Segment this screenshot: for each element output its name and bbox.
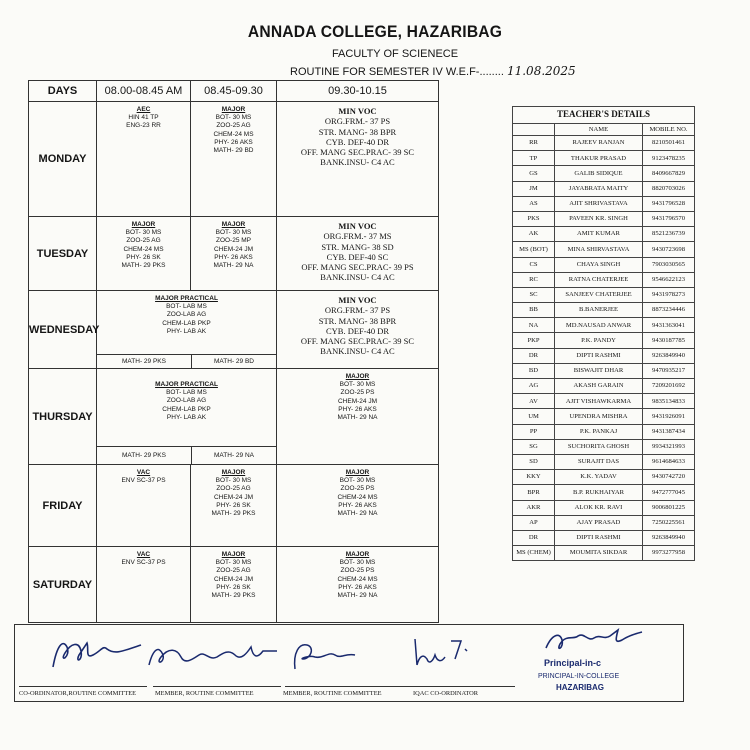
slot-entry: ORG.FRM.- 37 PS (324, 305, 391, 316)
member1-sign-line (153, 686, 281, 687)
slot-entry: ZOO-25 PS (340, 485, 375, 493)
teacher-name: SUCHORITA GHOSH (555, 439, 643, 454)
teacher-code: MS (CHEM) (513, 546, 555, 561)
slot-entry: ZOO-25 AG (216, 485, 251, 493)
teacher-code: NA (513, 318, 555, 333)
day-tuesday: TUESDAY (29, 217, 97, 291)
slot-heading: MAJOR (131, 221, 156, 228)
teacher-col-mobile: MOBILE NO. (643, 124, 695, 136)
col-slot2: 08.45-09.30 (191, 81, 277, 102)
teacher-row (513, 257, 695, 272)
slot-entry: CHEM-24 JM (213, 493, 253, 501)
slot-entry: ENG-23 RR (126, 122, 161, 130)
teacher-code: RC (513, 272, 555, 287)
member2-caption: MEMBER, ROUTINE COMMITTEE (283, 690, 382, 697)
teacher-mobile: 9431796528 (643, 196, 695, 211)
slot-entry: BOT- 30 MS (339, 559, 376, 567)
teacher-name: B.BANERJEE (555, 303, 643, 318)
teacher-name: JAYABRATA MAITY (555, 181, 643, 196)
teacher-code: DR (513, 530, 555, 545)
slot-entry: CYB. DEF-40 SC (326, 251, 389, 262)
slot-entry: CHEM-24 JM (337, 397, 377, 405)
teacher-row (513, 166, 695, 181)
teacher-name: THAKUR PRASAD (555, 151, 643, 166)
slot-heading: MAJOR PRACTICAL (155, 295, 218, 302)
slot-entry: BANK.INSU- C4 AC (320, 157, 395, 168)
teacher-row (513, 181, 695, 196)
teacher-code: AS (513, 196, 555, 211)
member2-signature (285, 635, 365, 675)
day-monday: MONDAY (29, 102, 97, 217)
slot-heading: MAJOR (345, 373, 370, 380)
slot-entry: ZOO-25 AG (216, 122, 251, 130)
slot-entry: STR. MANG- 38 SD (321, 241, 394, 252)
teacher-code: SC (513, 287, 555, 302)
routine-table (28, 80, 439, 623)
teacher-mobile: 9430742720 (643, 470, 695, 485)
iqac-signature (405, 631, 475, 675)
slot-entry: CYB. DEF-40 DR (325, 136, 390, 147)
teacher-mobile: 9431978273 (643, 287, 695, 302)
slot-entry: PHY- 26 AKS (338, 405, 377, 413)
teacher-row (513, 333, 695, 348)
slot-entry: CHEM-24 MS (213, 130, 254, 138)
slot-heading: MAJOR PRACTICAL (155, 381, 218, 388)
teacher-name: AJIT VISHAWKARMA (555, 394, 643, 409)
slot-entry: PHY- 26 AKS (338, 583, 377, 591)
slot-entry: CHEM-24 MS (337, 493, 378, 501)
teacher-mobile: 9934321993 (643, 439, 695, 454)
teacher-name: MINA SHIRVASTAVA (555, 242, 643, 257)
teacher-name: RAJEEV RANJAN (555, 136, 643, 151)
member1-caption: MEMBER, ROUTINE COMMITTEE (155, 690, 254, 697)
saturday-slot2 (191, 547, 277, 623)
svg-text:Principal-in-c: Principal-in-c (544, 658, 602, 668)
teacher-code: AKR (513, 500, 555, 515)
thursday-math-slot1: MATH- 29 PKS (97, 446, 192, 464)
iqac-sign-line (395, 686, 515, 687)
day-thursday: THURSDAY (29, 369, 97, 465)
slot-entry: CHEM-24 JM (213, 245, 253, 253)
teacher-code: AK (513, 227, 555, 242)
coordinator-signature (45, 633, 155, 675)
slot-heading: AEC (136, 106, 151, 113)
teacher-row (513, 409, 695, 424)
teacher-name: K.K. YADAV (555, 470, 643, 485)
teacher-name: PAVEEN KR. SINGH (555, 211, 643, 226)
slot-heading: MAJOR (221, 551, 246, 558)
slot-entry: MATH- 29 PKS (121, 262, 166, 270)
svg-text:HAZARIBAG: HAZARIBAG (556, 683, 604, 692)
principal-signature (538, 626, 648, 696)
col-slot3: 09.30-10.15 (277, 81, 439, 102)
slot-entry: MATH- 29 BD (213, 147, 254, 155)
slot-heading: VAC (136, 551, 151, 558)
teacher-mobile: 9431387434 (643, 424, 695, 439)
row-tuesday (29, 217, 439, 291)
slot-entry: BOT- 30 MS (125, 229, 162, 237)
teacher-code: UM (513, 409, 555, 424)
wednesday-math-slot2: MATH- 29 BD (192, 354, 276, 368)
slot-heading: MAJOR (221, 106, 246, 113)
teacher-row (513, 454, 695, 469)
slot-entry: BANK.INSU- C4 AC (320, 272, 395, 283)
slot-entry: CYB. DEF-40 DR (325, 325, 390, 336)
teacher-code: BPR (513, 485, 555, 500)
friday-slot1 (97, 465, 191, 547)
monday-slot2 (191, 102, 277, 217)
friday-slot2 (191, 465, 277, 547)
teacher-mobile: 8521236739 (643, 227, 695, 242)
teacher-mobile: 8873234446 (643, 303, 695, 318)
teacher-code: SG (513, 439, 555, 454)
teacher-row (513, 379, 695, 394)
slot-heading: MIN VOC (338, 295, 377, 305)
teacher-name: UPENDRA MISHRA (555, 409, 643, 424)
slot-entry: PHY- 26 SK (126, 253, 161, 261)
teacher-code: AV (513, 394, 555, 409)
saturday-slot3 (277, 547, 439, 623)
slot-entry: BANK.INSU- C4 AC (320, 346, 395, 357)
teacher-mobile: 9472777045 (643, 485, 695, 500)
slot-entry: ZOO-25 PS (340, 567, 375, 575)
teacher-code: PKS (513, 211, 555, 226)
row-wednesday (29, 291, 439, 369)
teacher-row (513, 546, 695, 561)
slot-entry: PHY- 26 SK (216, 583, 251, 591)
day-saturday: SATURDAY (29, 547, 97, 623)
slot-entry: OFF. MANG SEC.PRAC- 39 PS (301, 262, 414, 273)
teacher-row (513, 500, 695, 515)
teacher-row (513, 439, 695, 454)
slot-entry: MATH- 29 NA (337, 414, 378, 422)
teacher-row (513, 530, 695, 545)
svg-text:PRINCIPAL-IN-COLLEGE: PRINCIPAL-IN-COLLEGE (538, 673, 620, 680)
slot-entry: ENV SC-37 PS (121, 559, 166, 567)
saturday-slot1 (97, 547, 191, 623)
thursday-slot12 (97, 369, 277, 465)
slot-entry: MATH- 29 PKS (211, 592, 256, 600)
teacher-name: ALOK KR. RAVI (555, 500, 643, 515)
teacher-name: P.K. PANKAJ (555, 424, 643, 439)
teacher-code: PKP (513, 333, 555, 348)
slot-entry: BOT- 30 MS (339, 381, 376, 389)
slot-entry: MATH- 29 NA (337, 510, 378, 518)
member1-signature (143, 635, 283, 675)
slot-entry: OFF. MANG SEC.PRAC- 39 SC (300, 147, 415, 158)
teacher-code: SD (513, 454, 555, 469)
teacher-row (513, 318, 695, 333)
routine-label-line (290, 64, 576, 78)
slot-heading: MAJOR (221, 469, 246, 476)
teacher-code: PP (513, 424, 555, 439)
teacher-row (513, 485, 695, 500)
teacher-row (513, 303, 695, 318)
teacher-mobile: 9430723698 (643, 242, 695, 257)
member2-sign-line (285, 686, 411, 687)
slot-entry: CHEM-24 JM (213, 575, 253, 583)
teacher-name: AJAY PRASAD (555, 515, 643, 530)
thursday-math-slot2: MATH- 29 NA (192, 446, 276, 464)
teacher-rows (513, 136, 695, 561)
teacher-row (513, 242, 695, 257)
slot-entry: BOT- 30 MS (215, 229, 252, 237)
wednesday-math-slot1: MATH- 29 PKS (97, 354, 192, 368)
wef-date: 11.08.2025 (506, 64, 576, 78)
col-days: DAYS (29, 81, 97, 102)
slot-entry: ORG.FRM.- 37 MS (323, 231, 392, 242)
slot-entry: BOT- 30 MS (215, 559, 252, 567)
teacher-row (513, 151, 695, 166)
slot-entry: ORG.FRM.- 37 PS (324, 116, 391, 127)
coordinator-sign-line (19, 686, 147, 687)
teacher-mobile: 7250225561 (643, 515, 695, 530)
iqac-caption: IQAC CO-ORDINATOR (413, 690, 479, 697)
teacher-table-title: TEACHER'S DETAILS (513, 107, 695, 124)
teacher-mobile: 9263849940 (643, 348, 695, 363)
teacher-col-code (513, 124, 555, 136)
teacher-code: RR (513, 136, 555, 151)
teacher-name: SURAJIT DAS (555, 454, 643, 469)
teacher-name: SANJEEV CHATERJEE (555, 287, 643, 302)
slot-entry: CHEM-LAB PKP (162, 405, 211, 413)
coordinator-caption: CO-ORDINATOR,ROUTINE COMMITTEE (19, 690, 137, 697)
teacher-code: AG (513, 379, 555, 394)
teacher-row (513, 348, 695, 363)
slot-heading: MAJOR (221, 221, 246, 228)
teacher-mobile: 9431926091 (643, 409, 695, 424)
slot-heading: MAJOR (345, 551, 370, 558)
slot-entry: PHY- 26 AKS (214, 138, 253, 146)
teacher-mobile: 9835134833 (643, 394, 695, 409)
row-friday (29, 465, 439, 547)
teacher-mobile: 9430187785 (643, 333, 695, 348)
teacher-code: DR (513, 348, 555, 363)
faculty-label: FACULTY OF SCIENECE (331, 48, 459, 60)
slot-entry: MATH- 29 NA (213, 262, 254, 270)
teacher-mobile: 9431796570 (643, 211, 695, 226)
tuesday-slot2 (191, 217, 277, 291)
teacher-row (513, 227, 695, 242)
teacher-mobile: 9123478235 (643, 151, 695, 166)
slot-entry: CHEM-LAB PKP (162, 319, 211, 327)
slot-entry: MATH- 29 PKS (211, 510, 256, 518)
teacher-code: BD (513, 363, 555, 378)
slot-entry: MATH- 29 NA (337, 592, 378, 600)
teacher-code: CS (513, 257, 555, 272)
teacher-mobile: 9470935217 (643, 363, 695, 378)
teacher-code: TP (513, 151, 555, 166)
teacher-mobile: 9263849940 (643, 530, 695, 545)
slot-entry: ZOO-LAB AG (166, 397, 207, 405)
day-wednesday: WEDNESDAY (29, 291, 97, 369)
slot-entry: PHY- 26 SK (216, 501, 251, 509)
teacher-row (513, 470, 695, 485)
teacher-col-name: NAME (555, 124, 643, 136)
teacher-row (513, 394, 695, 409)
teacher-mobile: 8210501461 (643, 136, 695, 151)
teacher-row (513, 424, 695, 439)
slot-entry: BOT- 30 MS (339, 477, 376, 485)
teacher-mobile: 9546622123 (643, 272, 695, 287)
slot-entry: PHY- LAB AK (166, 413, 207, 421)
teacher-code: MS (BOT) (513, 242, 555, 257)
teacher-row (513, 136, 695, 151)
monday-slot1 (97, 102, 191, 217)
teacher-row (513, 287, 695, 302)
routine-header-row (29, 81, 439, 102)
teacher-row (513, 515, 695, 530)
row-monday (29, 102, 439, 217)
wednesday-slot12 (97, 291, 277, 369)
teacher-name: P.K. PANDY (555, 333, 643, 348)
friday-slot3 (277, 465, 439, 547)
teacher-name: MD.NAUSAD ANWAR (555, 318, 643, 333)
teacher-mobile: 9973277958 (643, 546, 695, 561)
tuesday-slot1 (97, 217, 191, 291)
teacher-name: AMIT KUMAR (555, 227, 643, 242)
teacher-code: AP (513, 515, 555, 530)
slot-entry: ZOO-25 MP (215, 237, 252, 245)
slot-entry: BOT- 30 MS (215, 477, 252, 485)
teacher-row (513, 363, 695, 378)
teacher-name: RATNA CHATERJEE (555, 272, 643, 287)
teacher-mobile: 9006801225 (643, 500, 695, 515)
teacher-mobile: 9431363041 (643, 318, 695, 333)
teacher-mobile: 8820703026 (643, 181, 695, 196)
principal-stamp (538, 626, 648, 696)
wednesday-slot3 (277, 291, 439, 369)
slot-entry: CHEM-24 MS (337, 575, 378, 583)
slot-entry: ZOO-25 AG (216, 567, 251, 575)
slot-entry: BOT- LAB MS (166, 303, 207, 311)
teacher-name: MOUMITA SIKDAR (555, 546, 643, 561)
teacher-name: BISWAJIT DHAR (555, 363, 643, 378)
teacher-name: DIPTI RASHMI (555, 530, 643, 545)
slot-entry: PHY- LAB AK (166, 327, 207, 335)
slot-entry: ZOO-25 PS (340, 389, 375, 397)
col-slot1: 08.00-08.45 AM (97, 81, 191, 102)
teacher-code: JM (513, 181, 555, 196)
slot-entry: HIN 41 TP (128, 114, 159, 122)
slot-entry: OFF. MANG SEC.PRAC- 39 SC (300, 336, 415, 347)
teacher-name: CHAYA SINGH (555, 257, 643, 272)
teacher-mobile: 9614684633 (643, 454, 695, 469)
teacher-code: BB (513, 303, 555, 318)
college-title: ANNADA COLLEGE, HAZARIBAG (247, 22, 503, 41)
slot-entry: ENV SC-37 PS (121, 477, 166, 485)
slot-entry: STR. MANG- 38 BPR (318, 126, 397, 137)
slot-heading: MIN VOC (338, 106, 377, 116)
teacher-mobile: 7903030565 (643, 257, 695, 272)
teacher-name: DIPTI RASHMI (555, 348, 643, 363)
teacher-name: GALIB SIDIQUE (555, 166, 643, 181)
teacher-code: KKY (513, 470, 555, 485)
teacher-name: AKASH GARAIN (555, 379, 643, 394)
slot-heading: VAC (136, 469, 151, 476)
day-friday: FRIDAY (29, 465, 97, 547)
slot-heading: MIN VOC (338, 221, 377, 231)
teacher-name: B.P. RUKHAIYAR (555, 485, 643, 500)
slot-heading: MAJOR (345, 469, 370, 476)
slot-entry: PHY- 26 AKS (214, 253, 253, 261)
teacher-row (513, 196, 695, 211)
slot-entry: ZOO-25 AG (126, 237, 161, 245)
tuesday-slot3 (277, 217, 439, 291)
slot-entry: BOT- 30 MS (215, 114, 252, 122)
slot-entry: BOT- LAB MS (166, 389, 207, 397)
slot-entry: CHEM-24 MS (123, 245, 164, 253)
monday-slot3 (277, 102, 439, 217)
row-saturday (29, 547, 439, 623)
teacher-mobile: 8409667829 (643, 166, 695, 181)
teacher-details-table (512, 106, 695, 561)
teacher-code: GS (513, 166, 555, 181)
slot-entry: PHY- 26 AKS (338, 501, 377, 509)
teacher-row (513, 272, 695, 287)
slot-entry: ZOO-LAB AG (166, 311, 207, 319)
slot-entry: STR. MANG- 38 BPR (318, 315, 397, 326)
teacher-name: AJIT SHRIVASTAVA (555, 196, 643, 211)
routine-label: ROUTINE FOR SEMESTER IV W.E.F-........ (290, 66, 504, 78)
thursday-slot3 (277, 369, 439, 465)
row-thursday (29, 369, 439, 465)
teacher-mobile: 7209201692 (643, 379, 695, 394)
teacher-row (513, 211, 695, 226)
